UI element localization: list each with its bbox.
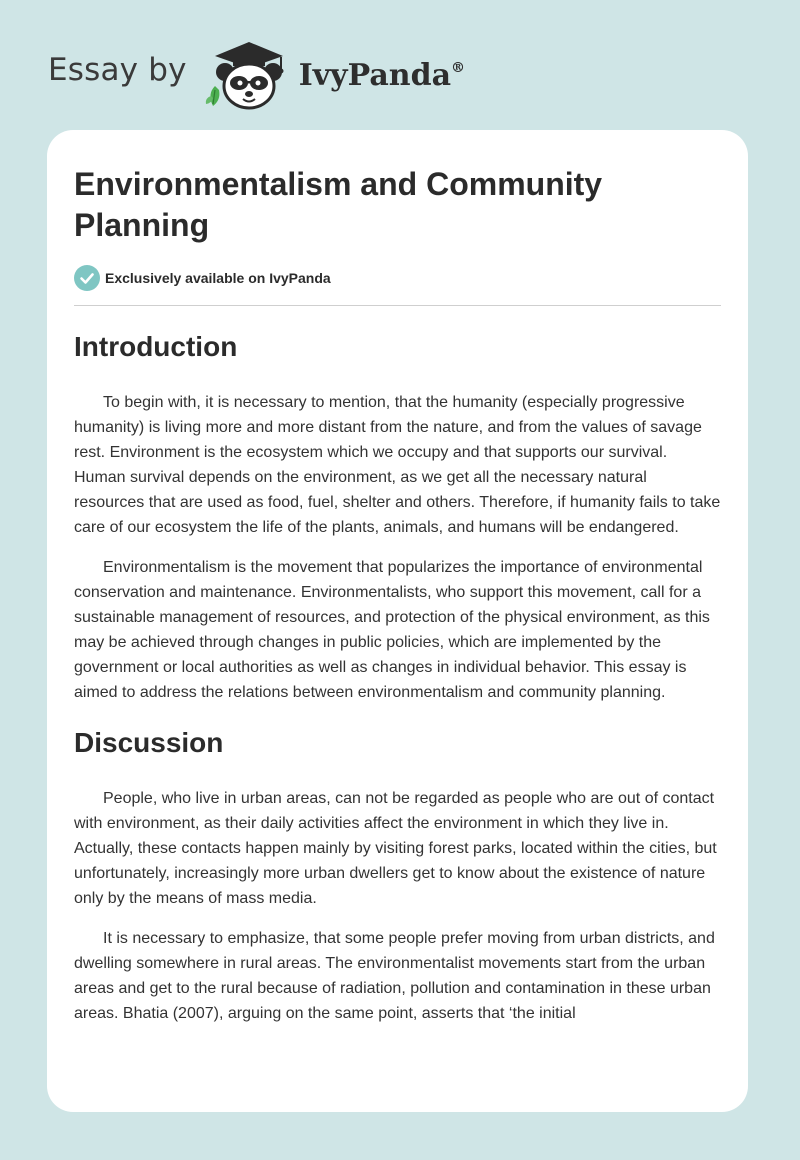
essay-by-label: Essay by <box>48 52 187 88</box>
exclusive-badge <box>74 264 721 292</box>
essay-card <box>47 130 748 1112</box>
intro-paragraph-1: To begin with, it is necessary to mention, that the humanity (especially progressive humanity) is living more and more distant from the nature, and from the values of savage rest. Environment is the ecosystem which we occupy and that supports our survival. Human survival depends on the environment, as we get all the necessary natural resources that are used as food, fuel, shelter and others. Therefore, if humanity fails to take care of our ecosystem the life of the plants, animals, and humans will be endangered. <box>74 394 721 536</box>
site-header <box>48 34 465 114</box>
check-circle-icon <box>74 265 100 291</box>
section-heading-discussion: Discussion <box>74 727 224 758</box>
intro-paragraph-2: Environmentalism is the movement that popularizes the importance of environmental conservation and maintenance. Environmentalists, who support this movement, call for a sustainable management of resources, and protection of the physical environment, as this may be achieved through changes in public policies, which are implemented by the government or local authorities as well as changes in individual behavior. This essay is aimed to address the relations between environmentalism and community planning. <box>74 559 710 701</box>
discussion-paragraph-2: It is necessary to emphasize, that some people prefer moving from urban districts, and dwelling somewhere in rural areas. The environmentalist movements start from the urban areas and get to the rural because of radiation, pollution and contamination in these urban areas. Bhatia (2007), arguing on the same point, asserts that ‘the initial <box>74 930 715 1022</box>
section-heading-introduction: Introduction <box>74 331 238 362</box>
panda-graduate-icon[interactable] <box>203 36 295 112</box>
divider <box>74 305 721 306</box>
brand-text: IvyPanda <box>298 57 452 93</box>
essay-title: Environmentalism and Community Planning <box>74 166 603 243</box>
registered-mark: ® <box>451 59 466 76</box>
brand-name[interactable] <box>299 58 465 93</box>
exclusive-label: Exclusively available on IvyPanda <box>105 270 331 286</box>
discussion-paragraph-1: People, who live in urban areas, can not be regarded as people who are out of contact with environment, as their daily activities affect the environment in which they live in. Actually, these contacts happen mainly by visiting forest parks, located within the cities, but unfortunately, increasingly more urban dwellers get to know about the existence of nature only by the means of mass media. <box>74 790 717 907</box>
